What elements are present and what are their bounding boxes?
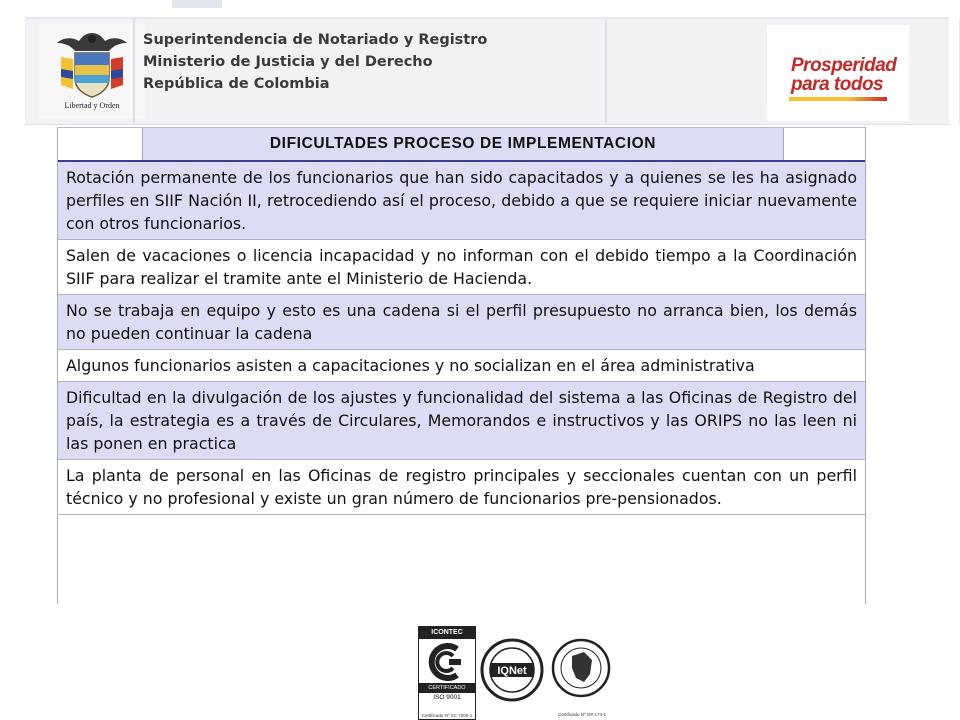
table-row: Salen de vacaciones o licencia incapacidad y no informan con el debido tiempo a la Coordinación SIIF para realizar el tramite ante el Ministerio de Hacienda. <box>58 240 865 295</box>
table-title: DIFICULTADES PROCESO DE IMPLEMENTACION <box>142 128 784 161</box>
icontec-certificate <box>418 626 476 720</box>
institution-name-block <box>143 29 487 95</box>
colombia-coat-of-arms <box>39 23 145 119</box>
brand-underline <box>789 97 887 101</box>
icontec-mark-icon <box>427 643 467 681</box>
difficulties-table <box>57 127 866 604</box>
table-row: Dificultad en la divulgación de los ajustes y funcionalidad del sistema a las Oficinas de Registro del país, la estrategia es a través de Circulares, Memorandos e instructivos y las ORIPS no las leen ni las ponen en practica <box>58 382 865 460</box>
table-row: No se trabaja en equipo y esto es una cadena si el perfil presupuesto no arranca bien, los demás no pueden continuar la cadena <box>58 295 865 350</box>
header-divider <box>605 19 607 124</box>
coat-of-arms-icon <box>51 29 133 101</box>
icontec-bar: CERTIFICADO <box>419 683 475 693</box>
table-row: Rotación permanente de los funcionarios que han sido capacitados y a quienes se les ha asignado perfiles en SIIF Nación II, retrocediendo así el proceso, debido a que se requiere iniciar nuevamente con otros funcionarios. <box>58 162 865 240</box>
gp-number: Certificado Nº GP 174-1 <box>557 712 607 717</box>
certification-logos <box>418 626 614 720</box>
institution-header <box>25 17 949 125</box>
prosperidad-logo <box>767 25 909 121</box>
icontec-number: Certificado Nº SC 7200-1 <box>421 713 473 718</box>
top-tab-decoration <box>172 0 222 8</box>
institution-line-3: República de Colombia <box>143 76 330 92</box>
brand-line-1: Prosperidad <box>791 55 897 76</box>
table-body <box>58 162 865 515</box>
seal-caption: Libertad y Orden <box>64 101 120 110</box>
institution-line-2: Ministerio de Justicia y del Derecho <box>143 54 433 70</box>
iqnet-label: IQNet <box>497 665 527 677</box>
iqnet-seal-icon <box>480 638 544 702</box>
icontec-iso: ISO 9001 <box>433 694 461 701</box>
gp-certification-icon <box>550 634 612 708</box>
institution-line-1: Superintendencia de Notariado y Registro <box>143 32 488 48</box>
table-row: Algunos funcionarios asisten a capacitaciones y no socializan en el área administrativa <box>58 350 865 382</box>
header-divider <box>133 19 135 124</box>
icontec-label: ICONTEC <box>419 627 475 639</box>
table-row: La planta de personal en las Oficinas de registro principales y seccionales cuentan con un perfil técnico y no profesional y existe un gran número de funcionarios pre-pensionados. <box>58 460 865 515</box>
brand-line-2: para todos <box>791 74 884 95</box>
